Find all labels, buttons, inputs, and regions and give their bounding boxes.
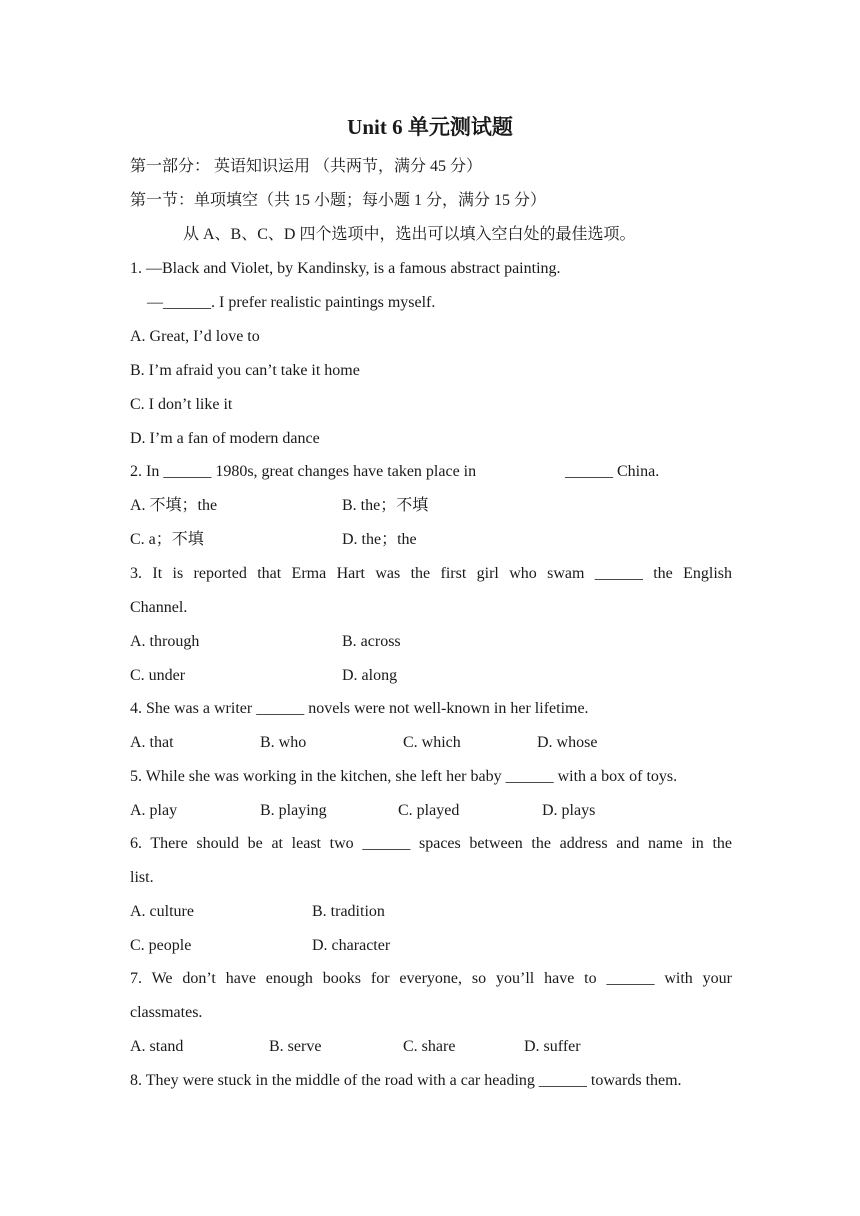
part-heading: 第一部分： 英语知识运用 （共两节，满分 45 分）: [130, 158, 483, 175]
question-5-option-d: D. plays: [542, 802, 596, 819]
question-2-stem: 2. In ______ 1980s, great changes have taken place in: [130, 463, 477, 480]
question-1-reply: —______. I prefer realistic paintings myself.: [147, 294, 436, 311]
question-5-option-b: B. playing: [260, 802, 327, 819]
question-3-option-d: D. along: [342, 667, 398, 684]
question-5-option-a: A. play: [130, 802, 178, 819]
question-2-option-b: B. the；不填: [342, 497, 429, 514]
question-5-stem: 5. While she was working in the kitchen, she left her baby ______ with a box of toys.: [130, 768, 678, 785]
question-6-option-d: D. character: [312, 937, 391, 954]
question-2-stem-end: ______ China.: [565, 463, 660, 480]
question-6-option-b: B. tradition: [312, 903, 385, 920]
question-1-option-b: B. I’m afraid you can’t take it home: [130, 362, 360, 379]
question-7-option-c: C. share: [403, 1038, 456, 1055]
question-4-option-d: D. whose: [537, 734, 598, 751]
question-7-option-b: B. serve: [269, 1038, 322, 1055]
instruction-text: 从 A、B、C、D 四个选项中，选出可以填入空白处的最佳选项。: [183, 226, 636, 243]
question-1-option-a: A. Great, I’d love to: [130, 328, 260, 345]
question-2-option-d: D. the；the: [342, 531, 417, 548]
question-4-stem: 4. She was a writer ______ novels were not well-known in her lifetime.: [130, 700, 589, 717]
question-1-stem: 1. —Black and Violet, by Kandinsky, is a famous abstract painting.: [130, 260, 561, 277]
question-6-stem-cont: list.: [130, 869, 154, 886]
question-2-option-c: C. a；不填: [130, 531, 204, 548]
question-7-stem-cont: classmates.: [130, 1004, 203, 1021]
question-4-option-b: B. who: [260, 734, 307, 751]
question-6-stem: 6. There should be at least two ______ spaces between the address and name in the: [130, 835, 732, 852]
question-3-option-a: A. through: [130, 633, 200, 650]
question-3-option-b: B. across: [342, 633, 401, 650]
question-7-option-d: D. suffer: [524, 1038, 581, 1055]
page-title: Unit 6 单元测试题: [347, 115, 513, 139]
question-2-option-a: A. 不填；the: [130, 497, 218, 514]
question-1-option-c: C. I don’t like it: [130, 396, 233, 413]
question-7-stem: 7. We don’t have enough books for everyone, so you’ll have to ______ with your: [130, 970, 732, 987]
question-6-option-a: A. culture: [130, 903, 194, 920]
question-5-option-c: C. played: [398, 802, 460, 819]
question-3-stem-cont: Channel.: [130, 599, 188, 616]
section-heading: 第一节：单项填空（共 15 小题；每小题 1 分，满分 15 分）: [130, 192, 547, 209]
question-4-option-c: C. which: [403, 734, 461, 751]
question-3-option-c: C. under: [130, 667, 186, 684]
question-6-option-c: C. people: [130, 937, 192, 954]
question-1-option-d: D. I’m a fan of modern dance: [130, 430, 320, 447]
question-4-option-a: A. that: [130, 734, 174, 751]
question-3-stem: 3. It is reported that Erma Hart was the first girl who swam ______ the English: [130, 565, 732, 582]
question-8-stem: 8. They were stuck in the middle of the road with a car heading ______ towards them.: [130, 1072, 682, 1089]
question-7-option-a: A. stand: [130, 1038, 184, 1055]
